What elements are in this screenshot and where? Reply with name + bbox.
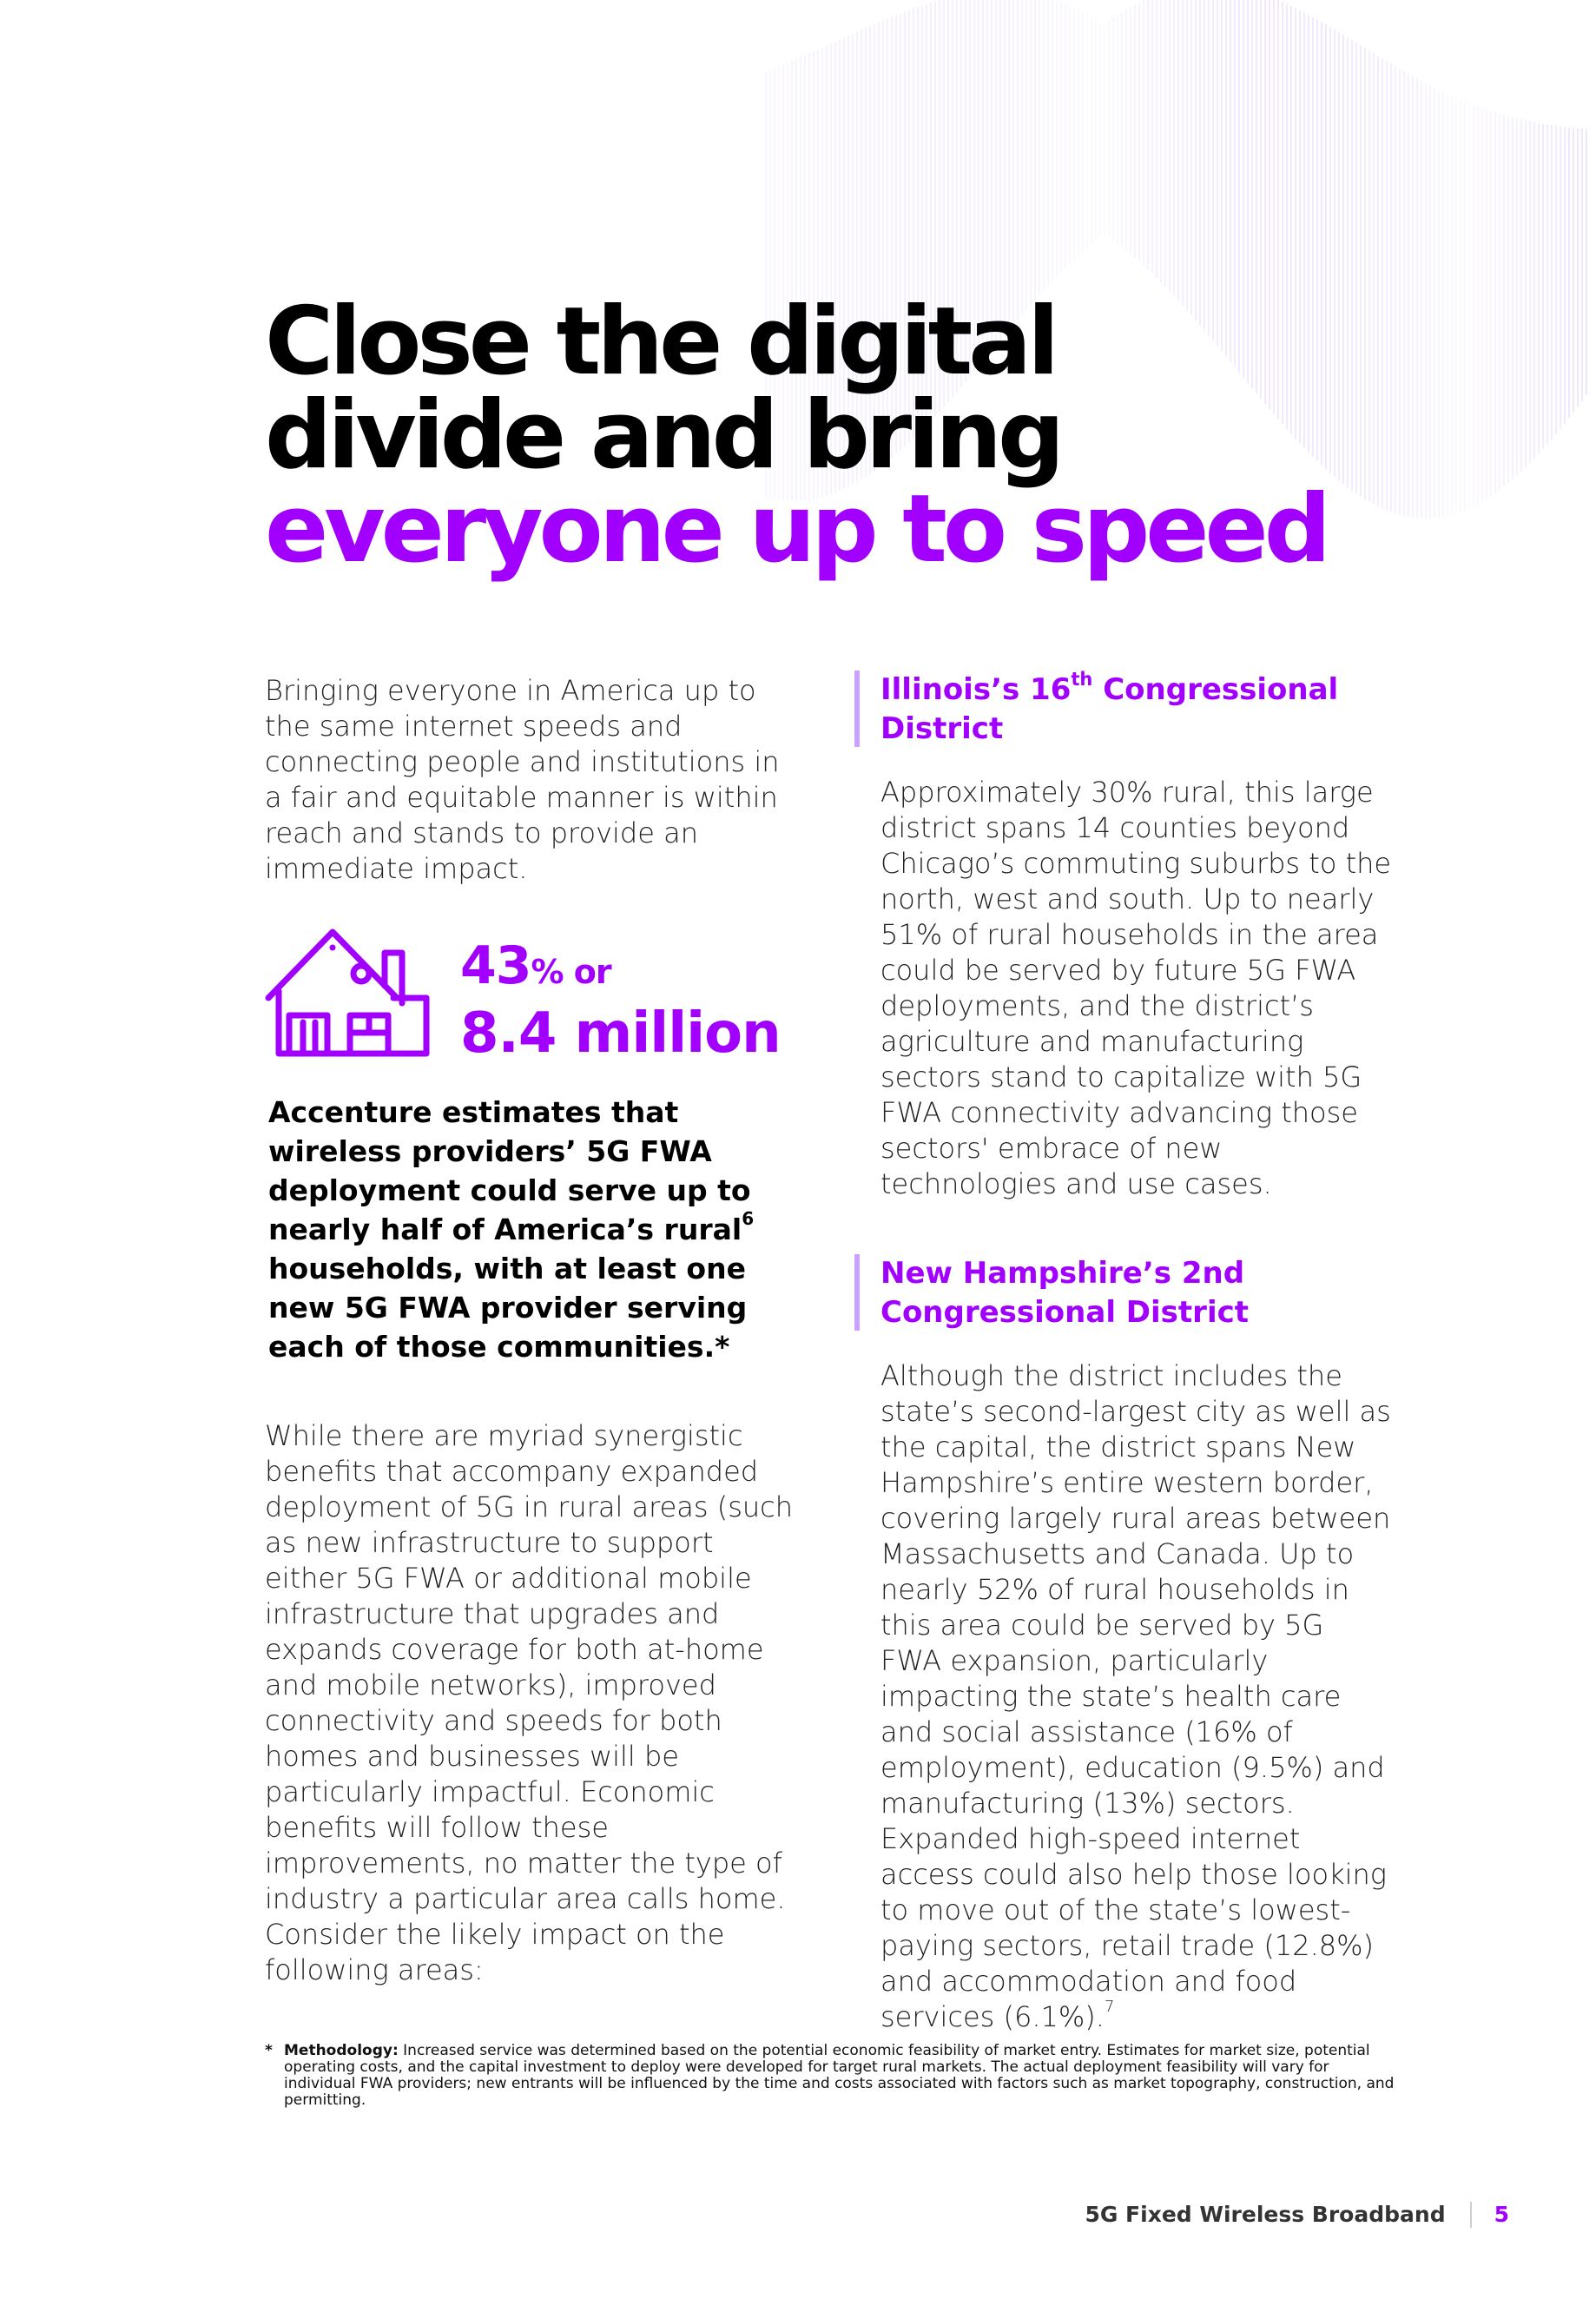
page-footer	[1085, 2197, 1509, 2232]
new-hampshire-footnote-ref: 7	[1104, 1998, 1115, 2016]
new-hampshire-section-heading	[854, 1254, 1393, 1332]
callout-text-2: households, with at least one new 5G FWA provider serving each of those communities.*	[268, 1252, 748, 1364]
callout-text-1: Accenture estimates that wireless providers’ 5G FWA deployment could serve up to nearly half of America’s rural	[268, 1095, 751, 1246]
section-accent-bar	[854, 671, 860, 747]
stat-percent-suffix: % or	[531, 953, 611, 991]
page-number: 5	[1494, 2202, 1509, 2227]
illinois-section-heading	[854, 671, 1393, 749]
footer-document-title: 5G Fixed Wireless Broadband	[1085, 2202, 1446, 2227]
section-accent-bar	[854, 1254, 860, 1331]
illinois-heading-text-1: Illinois’s 16	[880, 672, 1072, 707]
benefits-paragraph: While there are myriad synergistic benefits that accompany expanded deployment of 5G in rural areas (such as new infrastructure to support either 5G FWA or additional mobile infrastructure that upgrades and expands coverage for both at-home and mobile networks), improved connectivity and speeds for both homes and businesses will be particularly impactful. Economic benefits will follow these improvements, no matter the type of industry a particular area calls home. Consider the likely impact on the following areas:	[265, 1419, 794, 1986]
stat-figures	[460, 937, 781, 1067]
page-headline	[265, 287, 1328, 584]
headline-line-1: Close the digital	[265, 287, 1056, 396]
illinois-section-body: Approximately 30% rural, this large district spans 14 counties beyond Chicago’s commuting suburbs to the north, west and south. Up to nearly 51% of rural households in the area could be served by future 5G FWA deployments, and the district’s agriculture and manufacturing sectors stand to capitalize with 5G FWA connectivity advancing those sectors' embrace of new technologies and use cases.	[880, 776, 1392, 1200]
illinois-heading-sup: th	[1071, 669, 1093, 690]
callout-footnote-ref: 6	[742, 1208, 755, 1229]
stat-block	[265, 922, 803, 1074]
house-icon	[265, 922, 430, 1060]
left-column	[265, 673, 803, 1988]
illinois-heading-text-2: Congressional District	[880, 672, 1339, 746]
headline-line-3-highlight: everyone up to speed	[265, 475, 1328, 584]
intro-paragraph: Bringing everyone in America up to the same internet speeds and connecting people and institutions in a fair and equitable manner is within reach and stands to provide an immediate impact.	[265, 674, 780, 885]
new-hampshire-section-body	[880, 1358, 1393, 2035]
footnote-text: Increased service was determined based on the potential economic feasibility of market entry. Estimates for market size, potential operating costs, and the capital investment to deploy were developed for target rural markets. The actual deployment feasibility will vary for individual FWA providers; new entrants will be influenced by the time and costs associated with factors such as market topography, construction, and permitting.	[284, 2042, 1395, 2109]
headline-line-2: divide and bring	[265, 381, 1061, 490]
callout-statement	[268, 1093, 789, 1366]
new-hampshire-heading-text: New Hampshire’s 2nd Congressional District	[880, 1256, 1250, 1330]
right-column	[854, 671, 1393, 2035]
footnote-asterisk: *	[265, 2042, 273, 2059]
footnote-label: Methodology:	[284, 2042, 399, 2059]
methodology-footnote	[265, 2043, 1404, 2109]
footer-separator	[1470, 2202, 1472, 2228]
stat-amount: 8.4 million	[460, 1001, 781, 1066]
new-hampshire-body-text: Although the district includes the state’s second-largest city as well as the capital, the district spans New Hampshire’s entire western border, covering largely rural areas between Massachusetts and Canada. Up to nearly 52% of rural households in this area could be served by 5G FWA expansion, particularly impacting the state’s health care and social assistance (16% of employment), education (9.5%) and manufacturing (13%) sectors. Expanded high-speed internet access could also help those looking to move out of the state’s lowest-paying sectors, retail trade (12.8%) and accommodation and food services (6.1%).	[880, 1359, 1391, 2033]
stat-percent: 43	[460, 935, 531, 996]
